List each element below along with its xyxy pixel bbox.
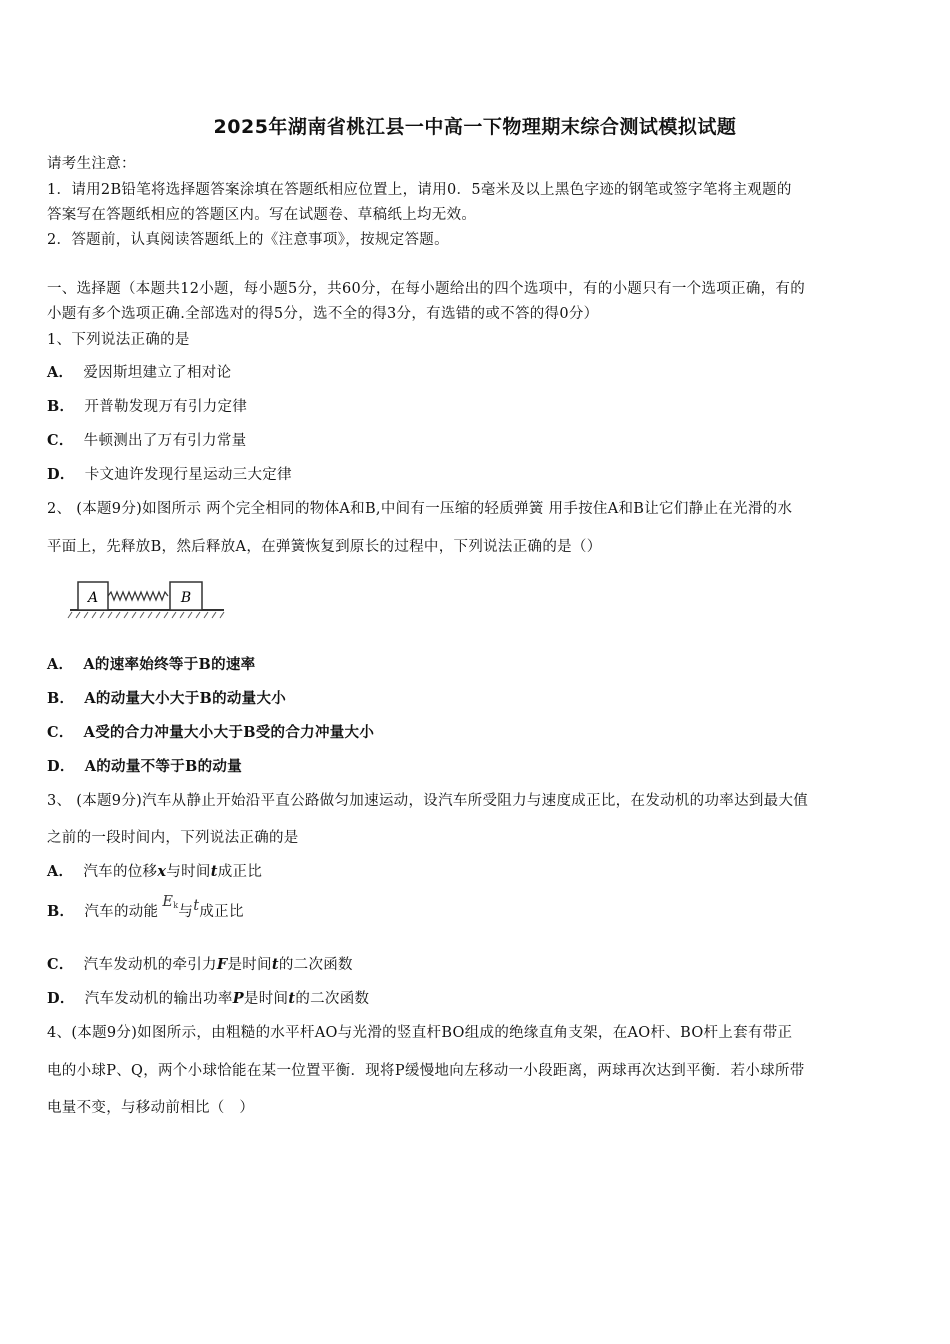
q3-option-a xyxy=(47,860,262,881)
option-text: 开普勒发现万有引力定律 xyxy=(84,399,248,415)
q3-option-d xyxy=(47,987,369,1008)
option-text: 成正比 xyxy=(217,864,263,880)
option-letter: D． xyxy=(47,990,75,1007)
option-letter: D． xyxy=(47,758,75,775)
option-text: 汽车的动能 xyxy=(84,904,159,920)
q3-stem-a: 3、 (本题9分)汽车从静止开始沿平直公路做匀加速运动，设汽车所受阻力与速度成正比，在发动机的功率达到最大值 xyxy=(47,793,809,809)
q3-option-c xyxy=(47,953,353,974)
q2-option-d xyxy=(47,755,242,776)
kinetic-energy-symbol: $E_k$ xyxy=(162,894,179,910)
q1-option-a xyxy=(47,361,231,382)
option-text: A的动量不等于B的动量 xyxy=(84,758,242,775)
option-letter: C． xyxy=(47,432,74,449)
option-text: 爱因斯坦建立了相对论 xyxy=(83,365,232,381)
q2-option-a xyxy=(47,653,255,674)
notice-item-1b: 答案写在答题纸相应的答题区内。写在试题卷、草稿纸上均无效。 xyxy=(47,207,477,223)
section-instructions-2: 小题有多个选项正确.全部选对的得5分，选不全的得3分，有选错的或不答的得0分） xyxy=(47,306,599,322)
q4-stem-3: 电量不变，与移动前相比（ ） xyxy=(47,1100,255,1116)
option-letter: A． xyxy=(47,863,74,880)
var-t: t xyxy=(288,990,296,1007)
option-text: 是时间 xyxy=(227,957,272,973)
option-text: A的动量大小大于B的动量大小 xyxy=(84,690,287,707)
q2-stem-b: 平面上，先释放B，然后释放A，在弹簧恢复到原长的过程中，下列说法正确的是（） xyxy=(47,539,602,555)
option-letter: B． xyxy=(47,398,75,415)
q4-stem-2: 电的小球P、Q，两个小球恰能在某一位置平衡．现将P缓慢地向左移动一小段距离，两球再次达到平衡．若小球所带 xyxy=(47,1063,805,1079)
spring-blocks-figure xyxy=(66,566,228,630)
var-t: t xyxy=(210,863,218,880)
option-text: 与 xyxy=(178,904,194,920)
option-letter: B． xyxy=(47,690,75,707)
notice-item-2: 2．答题前，认真阅读答题纸上的《注意事项》，按规定答题。 xyxy=(47,232,449,248)
option-text: A受的合力冲量大小大于B受的合力冲量大小 xyxy=(83,724,375,741)
block-b-label: B xyxy=(180,590,192,606)
q1-option-b xyxy=(47,395,247,416)
q2-option-c xyxy=(47,721,374,742)
q2-option-b xyxy=(47,687,286,708)
option-text: 是时间 xyxy=(243,991,289,1007)
notice-item-1a: 1．请用2B铅笔将选择题答案涂填在答题纸相应位置上，请用0．5毫米及以上黑色字迹的钢笔或签字笔将主观题的 xyxy=(47,182,792,198)
var-x: x xyxy=(157,863,167,880)
spring xyxy=(108,592,168,600)
q3-option-b xyxy=(47,894,244,921)
option-text: 卡文迪许发现行星运动三大定律 xyxy=(84,467,292,483)
option-text: 的二次函数 xyxy=(278,957,353,973)
option-letter: B． xyxy=(47,903,75,920)
section-instructions-1: 一、选择题（本题共12小题，每小题5分，共60分，在每小题给出的四个选项中，有的小题只有一个选项正确，有的 xyxy=(47,281,806,297)
var-P: P xyxy=(232,990,244,1007)
q4-stem-1: 4、(本题9分)如图所示，由粗糙的水平杆AO与光滑的竖直杆BO组成的绝缘直角支架，在AO杆、BO杆上套有带正 xyxy=(47,1025,793,1041)
block-a-label: A xyxy=(87,590,99,606)
option-text: A的速率始终等于B的速率 xyxy=(83,656,256,673)
q2-stem-a: 2、 (本题9分)如图所示 两个完全相同的物体A和B,中间有一压缩的轻质弹簧 用手按住A和B让它们静止在光滑的水 xyxy=(47,501,793,517)
option-letter: C． xyxy=(47,956,74,973)
option-text: 汽车发动机的输出功率 xyxy=(84,991,233,1007)
option-text: 汽车的位移 xyxy=(83,864,158,880)
option-text: 的二次函数 xyxy=(295,991,370,1007)
ground-hatch xyxy=(68,612,224,618)
q3-stem-b: 之前的一段时间内，下列说法正确的是 xyxy=(47,830,299,846)
var-F: F xyxy=(216,956,228,973)
option-letter: D． xyxy=(47,466,75,483)
notice-heading: 请考生注意： xyxy=(47,156,136,172)
q1-option-d xyxy=(47,463,292,484)
option-letter: A． xyxy=(47,364,74,381)
var-t: t xyxy=(193,898,200,914)
option-text: 与时间 xyxy=(166,864,211,880)
option-letter: A． xyxy=(47,656,74,673)
var-t: t xyxy=(271,956,279,973)
option-letter: C． xyxy=(47,724,74,741)
q1-stem: 1、下列说法正确的是 xyxy=(47,332,190,348)
q1-option-c xyxy=(47,429,246,450)
page-title: 2025年湖南省桃江县一中高一下物理期末综合测试模拟试题 xyxy=(213,116,737,138)
option-text: 牛顿测出了万有引力常量 xyxy=(83,433,247,449)
option-text: 成正比 xyxy=(199,904,244,920)
option-text: 汽车发动机的牵引力 xyxy=(83,957,217,973)
